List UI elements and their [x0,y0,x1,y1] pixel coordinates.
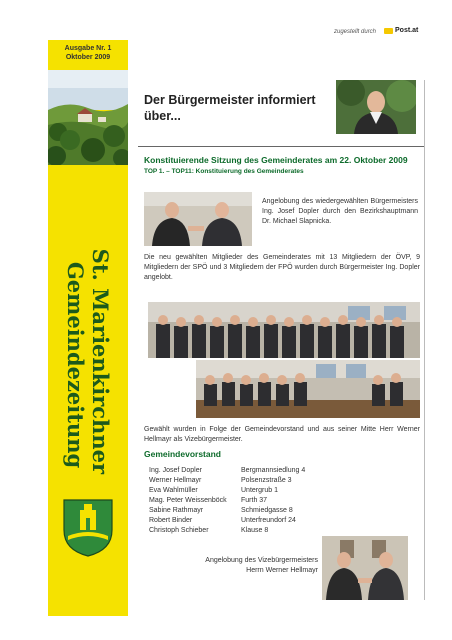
list-item [149,486,305,496]
oath-text: Angelobung des wiedergewählten Bürgermeisters Ing. Josef Dopler durch den Bezirkshauptmann Dr. Michael Slapnicka. [262,198,418,225]
delivery-note: zugestellt durch [334,29,377,35]
council-text: Die neu gewählten Mitglieder des Gemeinderates mit 13 Mitgliedern der ÖVP, 9 Mitgliedern der SPÖ und 3 Mitgliedern der FPÖ wurden durch Bürgermeister Ing. Dopler angelobt. [144,254,420,281]
member-name: Eva Wahlmüller [149,487,198,494]
issue-number: Ausgabe Nr. 1 [64,45,112,52]
list-item [149,466,305,476]
post-logo-icon [384,28,393,34]
member-address: Untergrub 1 [241,487,278,494]
list-item [149,506,305,516]
list-item [149,526,305,536]
member-name: Ing. Josef Dopler [149,467,202,474]
council-oath-photo [148,302,420,358]
agenda-item: TOP 1. – TOP11: Konstituierung des Gemeinderates [144,168,304,175]
post-brand: Post.at [395,27,419,34]
member-address: Unterfreundorf 24 [241,517,296,524]
caption-line-1: Angelobung des Vizebürgermeisters [205,557,318,564]
member-name: Sabine Rathmayr [149,507,204,514]
list-item [149,476,305,486]
member-address: Klause 8 [241,527,269,534]
post-logo [384,27,418,34]
list-item [149,496,305,506]
oath-photo [144,192,252,246]
issue-info [48,44,128,62]
member-name: Christoph Schieber [149,527,209,534]
title-line-2: Gemeindezeitung [63,261,88,469]
member-name: Werner Hellmayr [149,477,202,484]
mayor-portrait-photo [336,80,416,134]
list-item [149,516,305,526]
caption-line-2: Herrn Werner Hellmayr [246,567,318,574]
article-title: Konstituierende Sitzung des Gemeinderates am 22. Oktober 2009 [144,155,408,165]
photo-caption [178,556,318,576]
page-title: Der Bürgermeister informiert über... [144,93,316,123]
member-address: Furth 37 [241,497,268,504]
page-edge-line [424,80,425,600]
vice-mayor-oath-photo [322,536,408,600]
election-text: Gewählt wurden in Folge der Gemeindevorstand und aus seiner Mitte Herr Werner Hellmayr als Vizebürgermeister. [144,426,420,443]
member-address: Bergmannsiedlung 4 [241,467,306,474]
board-list [149,466,305,536]
section-divider [138,146,424,147]
newspaper-title [54,230,124,500]
board-heading: Gemeindevorstand [144,449,221,459]
issue-date: Oktober 2009 [65,54,111,61]
member-name: Robert Binder [149,517,193,524]
member-name: Mag. Peter Weissenböck [149,497,227,504]
member-address: Polsenzstraße 3 [241,477,292,484]
coat-of-arms-icon [62,498,114,558]
council-group-photo [196,360,420,418]
member-address: Schmiedgasse 8 [241,507,293,514]
svg-text:St. Marienkirchner Gemei [63,249,113,482]
title-line-1: St. Marienkirchner [88,248,113,475]
landscape-photo [48,70,128,165]
sidebar-banner [48,40,128,616]
